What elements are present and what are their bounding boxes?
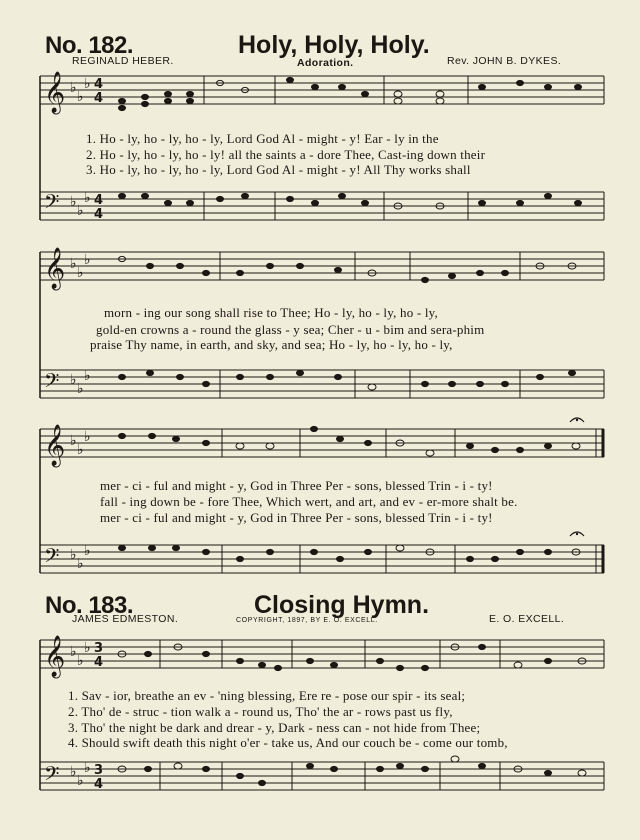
lyric-line: morn - ing our song shall rise to Thee; Ho - ly, ho - ly, ho - ly,: [104, 305, 438, 320]
svg-text:4: 4: [94, 777, 104, 792]
copyright-notice: COPYRIGHT, 1897, BY E. O. EXCELL.: [236, 617, 378, 624]
svg-text:♭: ♭: [77, 773, 84, 789]
composer-credit: Rev. JOHN B. DYKES.: [447, 55, 562, 67]
lyric-line: 1. Sav - ior, breathe an ev - 'ning blessing, Ere re - pose our spir - its seal;: [68, 688, 466, 703]
svg-text:4: 4: [94, 193, 104, 208]
svg-text:♭: ♭: [70, 372, 77, 388]
svg-text:4: 4: [94, 207, 104, 222]
svg-text:𝄞: 𝄞: [44, 425, 66, 466]
svg-text:♭: ♭: [84, 190, 91, 206]
svg-text:4: 4: [94, 655, 104, 670]
system2-treble-staff: [40, 252, 604, 280]
lyric-line: 4. Should swift death this night o'er - take us, And our couch be - come our tomb,: [68, 735, 508, 750]
svg-text:4: 4: [94, 77, 104, 92]
svg-text:♭: ♭: [84, 252, 91, 268]
svg-text:♭: ♭: [84, 76, 91, 92]
hymn183-treble-staff: [40, 640, 604, 668]
svg-text:♭: ♭: [70, 80, 77, 96]
svg-text:4: 4: [94, 91, 104, 106]
system2-bass-staff: [40, 370, 604, 398]
svg-text:𝄢: 𝄢: [44, 369, 60, 397]
svg-text:♭: ♭: [70, 547, 77, 563]
svg-text:♭: ♭: [84, 543, 91, 559]
svg-text:♭: ♭: [84, 760, 91, 776]
lyric-line: fall - ing down be - fore Thee, Which wert, and art, and ev - er-more shalt be.: [100, 494, 518, 509]
svg-text:♭: ♭: [77, 442, 84, 458]
author-credit: JAMES EDMESTON.: [72, 613, 179, 625]
svg-text:♭: ♭: [70, 194, 77, 210]
svg-text:♭: ♭: [70, 256, 77, 272]
svg-text:♭: ♭: [77, 381, 84, 397]
svg-text:♭: ♭: [84, 429, 91, 445]
svg-text:𝄞: 𝄞: [44, 636, 66, 677]
composer-credit: E. O. EXCELL.: [489, 613, 565, 625]
lyric-line: praise Thy name, in earth, and sky, and sea; Ho - ly, ho - ly, ho - ly,: [90, 337, 453, 352]
hymn-title: Closing Hymn.: [254, 591, 430, 619]
svg-text:𝄢: 𝄢: [44, 762, 60, 790]
hymn-number: No. 182.: [45, 32, 134, 59]
svg-text:♭: ♭: [84, 368, 91, 384]
lyric-line: 3. Ho - ly, ho - ly, ho - ly, Lord God Al - might - y! All Thy works shall: [86, 162, 471, 177]
svg-text:𝄢: 𝄢: [44, 544, 60, 572]
svg-text:♭: ♭: [84, 640, 91, 656]
svg-text:3: 3: [94, 763, 104, 778]
svg-text:♭: ♭: [77, 203, 84, 219]
svg-text:3: 3: [94, 641, 104, 656]
lyric-line: mer - ci - ful and might - y, God in Three Per - sons, blessed Trin - i - ty!: [100, 478, 493, 493]
bass-clef-icon: 𝄢: [44, 190, 60, 218]
lyric-line: 1. Ho - ly, ho - ly, ho - ly, Lord God Al - might - y! Ear - ly in the: [86, 131, 439, 146]
note-heads: [118, 77, 586, 785]
lyric-line: 2. Ho - ly, ho - ly, ho - ly! all the saints a - dore Thee, Cast-ing down their: [86, 147, 486, 162]
lyric-line: mer - ci - ful and might - y, God in Three Per - sons, blessed Trin - i - ty!: [100, 510, 493, 525]
hymn-title: Holy, Holy, Holy.: [238, 31, 430, 59]
svg-text:♭: ♭: [77, 89, 84, 105]
svg-text:𝄞: 𝄞: [44, 248, 66, 289]
author-credit: REGINALD HEBER.: [72, 55, 174, 67]
lyric-line: 3. Tho' the night be dark and drear - y, Dark - ness can - not hide from Thee;: [68, 720, 481, 735]
svg-text:♭: ♭: [70, 433, 77, 449]
svg-text:♭: ♭: [70, 644, 77, 660]
svg-text:♭: ♭: [70, 764, 77, 780]
svg-text:♭: ♭: [77, 265, 84, 281]
hymn-number: No. 183.: [45, 592, 134, 619]
svg-text:♭: ♭: [77, 653, 84, 669]
lyric-line: gold-en crowns a - round the glass - y sea; Cher - u - bim and sera-phim: [96, 322, 485, 337]
tune-name: Adoration.: [297, 57, 354, 69]
lyric-line: 2. Tho' de - struc - tion walk a - round us, Tho' the ar - rows past us fly,: [68, 704, 453, 719]
svg-text:♭: ♭: [77, 556, 84, 572]
treble-clef-icon: 𝄞: [44, 72, 66, 113]
